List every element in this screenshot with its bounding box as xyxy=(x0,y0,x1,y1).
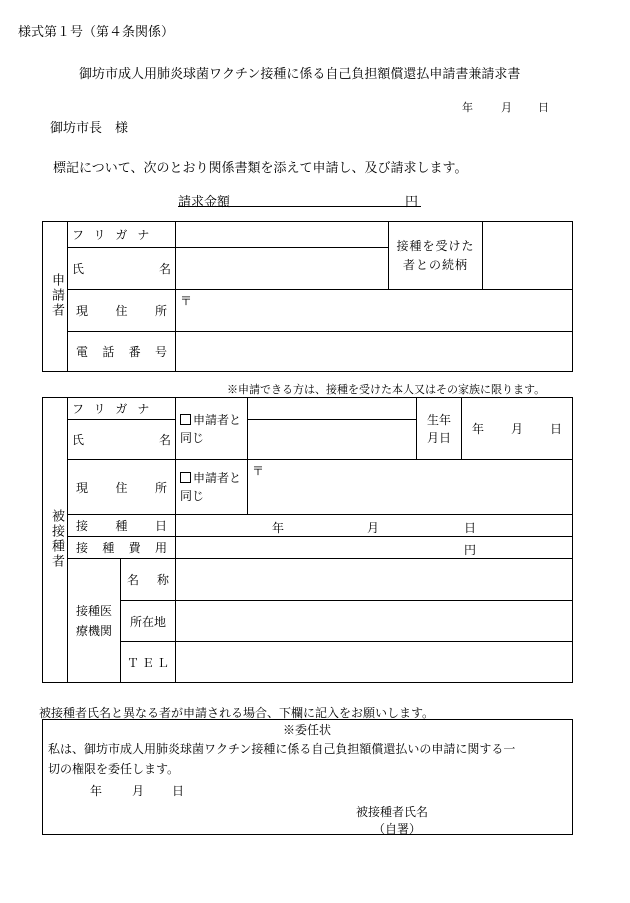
applicant-address-field[interactable] xyxy=(176,290,573,332)
delegation-date-month: 月 xyxy=(132,784,145,798)
postal-mark: 〒 xyxy=(180,294,193,308)
relation-label: 接種を受けた者との続柄 xyxy=(389,222,483,290)
applicant-name-label: 氏 名 xyxy=(68,248,176,290)
institution-name-label: 名 称 xyxy=(121,559,176,601)
birth-date-field[interactable]: 年 月 日 xyxy=(462,398,573,460)
vaccinee-same-checkbox[interactable]: 申請者と同じ xyxy=(176,398,248,460)
applicant-address-label: 現 住 所 xyxy=(68,290,176,332)
addressee: 御坊市長 様 xyxy=(50,121,129,136)
institution-tel-label: Ｔ Ｅ Ｌ xyxy=(121,642,176,683)
institution-tel-field[interactable] xyxy=(176,642,573,683)
vaccinee-name-field[interactable] xyxy=(248,420,417,460)
vaccinee-table xyxy=(42,397,573,683)
vaccinee-furigana-field[interactable] xyxy=(248,398,417,420)
delegation-title: ※委任状 xyxy=(283,723,332,737)
medical-institution-label: 接種医療機関 xyxy=(68,559,121,683)
postal-mark: 〒 xyxy=(252,464,265,478)
delegation-date-year: 年 xyxy=(90,784,103,798)
signer-label: 被接種者氏名 xyxy=(356,805,429,819)
vaccinee-address-field[interactable] xyxy=(248,460,573,515)
delegation-lead: 被接種者氏名と異なる者が申請される場合、下欄に記入をお願いします。 xyxy=(39,706,435,720)
intro-text: 標記について、次のとおり関係書類を添えて申請し、及び請求します。 xyxy=(53,161,468,176)
vaccination-cost-field[interactable]: 円 xyxy=(176,537,573,559)
applicant-table xyxy=(42,221,573,372)
claim-unit: 円 xyxy=(405,195,419,210)
form-number: 様式第１号（第４条関係） xyxy=(18,25,175,40)
date-day-label: 日 xyxy=(538,101,549,114)
vaccination-cost-label: 接 種 費 用 xyxy=(68,537,176,559)
vaccination-date-label: 接 種 日 xyxy=(68,515,176,537)
claim-amount-field[interactable] xyxy=(178,206,421,207)
signature-note: （自署） xyxy=(373,822,422,836)
relation-field[interactable] xyxy=(483,222,573,290)
delegation-date-day: 日 xyxy=(172,784,185,798)
applicant-name-field[interactable] xyxy=(176,248,389,290)
vaccinee-furigana-label: フリガナ xyxy=(68,398,176,420)
vaccinee-address-label: 現 住 所 xyxy=(68,460,176,515)
page-title: 御坊市成人用肺炎球菌ワクチン接種に係る自己負担額償還払申請書兼請求書 xyxy=(79,67,521,82)
vaccinee-section-label: 被接種者 xyxy=(43,398,68,683)
institution-address-field[interactable] xyxy=(176,601,573,642)
vaccinee-name-label: 氏 名 xyxy=(68,420,176,460)
claim-amount-label: 請求金額 xyxy=(178,195,231,210)
institution-address-label: 所在地 xyxy=(121,601,176,642)
delegation-body-line1: 私は、御坊市成人用肺炎球菌ワクチン接種に係る自己負担額償還払いの申請に関する一 xyxy=(48,742,516,756)
applicant-phone-label: 電 話 番 号 xyxy=(68,332,176,372)
applicant-note: ※申請できる方は、接種を受けた本人又はその家族に限ります。 xyxy=(227,383,546,396)
applicant-furigana-field[interactable] xyxy=(176,222,389,248)
date-year-label: 年 xyxy=(462,101,473,114)
vaccinee-address-same-checkbox[interactable]: 申請者と同じ xyxy=(176,460,248,515)
applicant-section-label: 申請者 xyxy=(43,222,68,372)
date-month-label: 月 xyxy=(501,101,512,114)
institution-name-field[interactable] xyxy=(176,559,573,601)
delegation-body-line2: 切の権限を委任します。 xyxy=(48,762,180,776)
applicant-furigana-label: フリガナ xyxy=(68,222,176,248)
birth-date-label: 生年月日 xyxy=(417,398,462,460)
applicant-phone-field[interactable] xyxy=(176,332,573,372)
vaccination-date-field[interactable]: 年 月 日 xyxy=(176,515,573,537)
